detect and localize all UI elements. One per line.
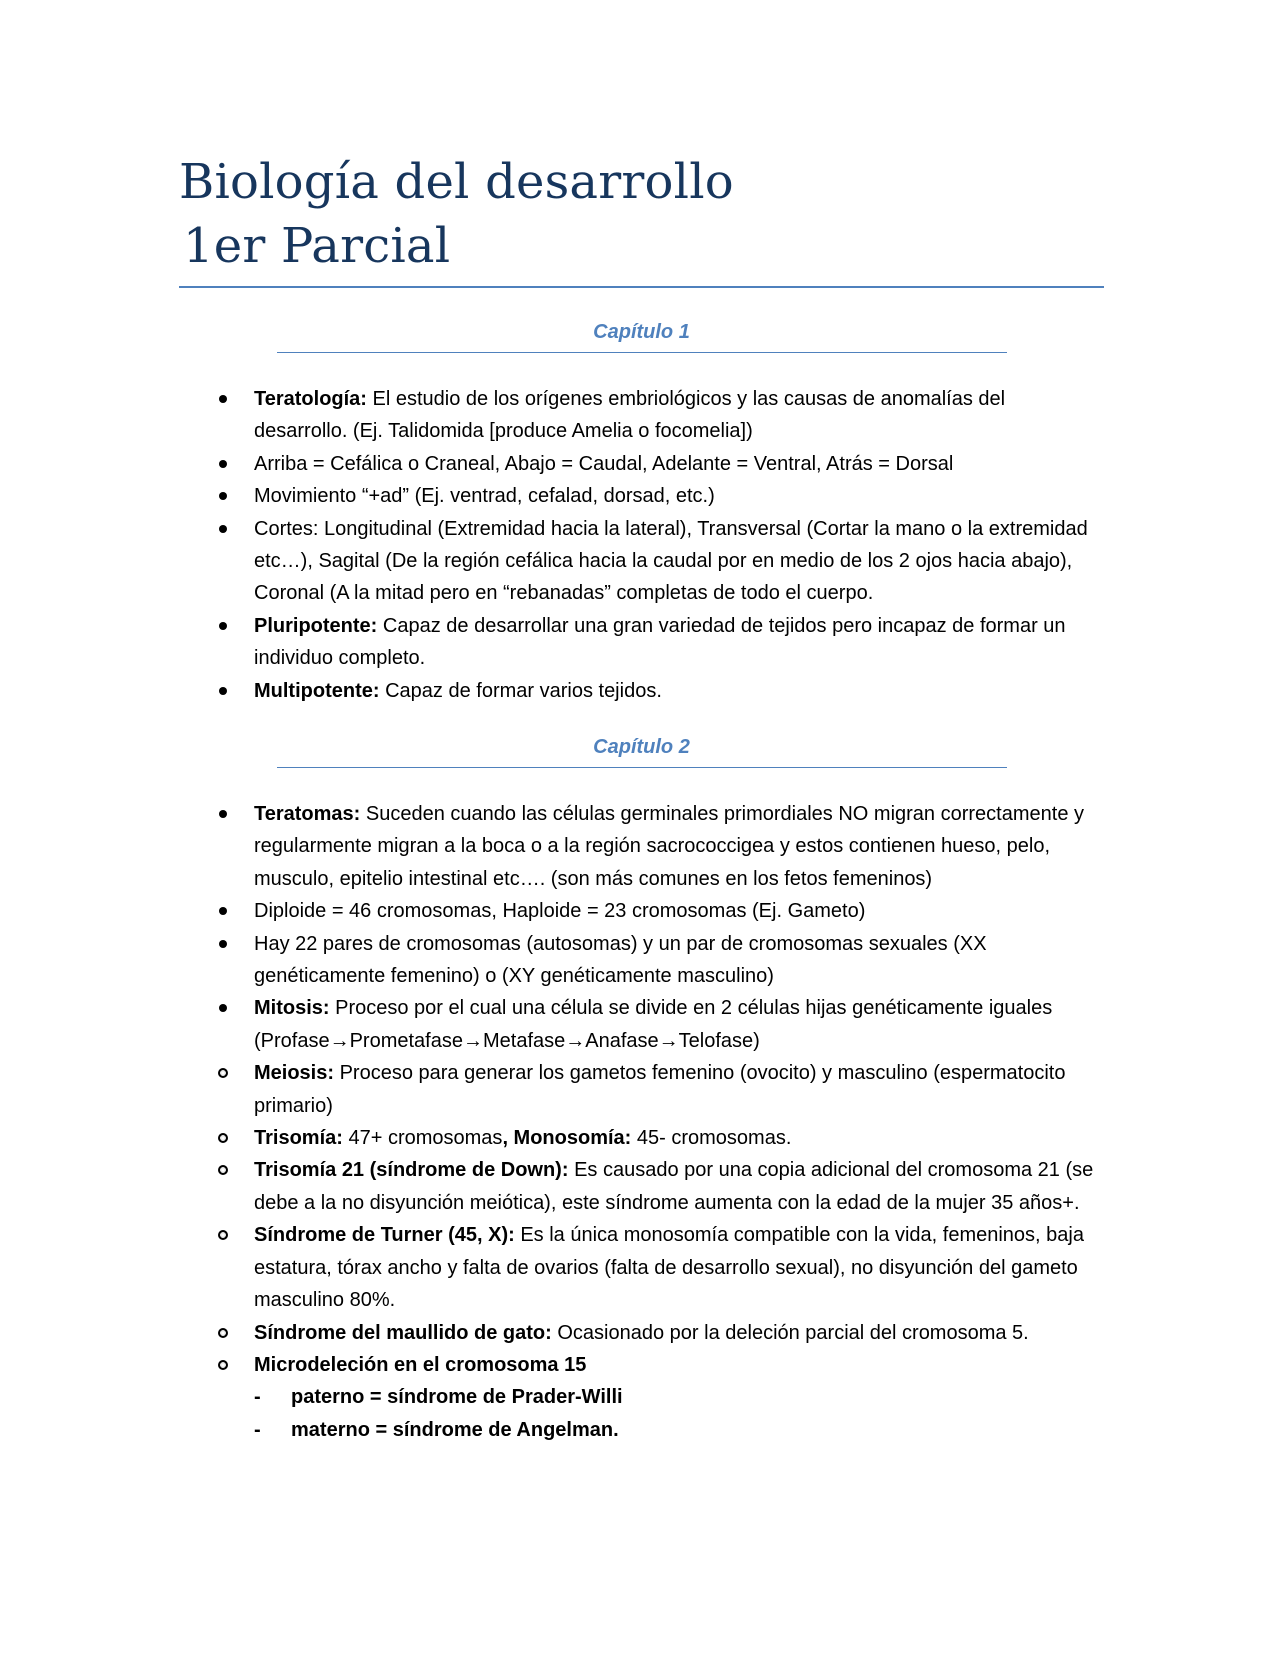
list-item [179,1317,1104,1349]
item-text: Capaz de formar varios tejidos. [379,679,662,702]
item-text: Hay 22 pares de cromosomas (autosomas) y un par de cromosomas sexuales (XX genéticamente femenino) o (XY genéticamente masculino) [254,932,987,988]
item-term: Teratología: [254,388,367,410]
list-item [179,1219,1104,1316]
list-item [179,992,1104,1057]
list-item [179,610,1104,675]
list-item [179,513,1104,610]
sub-list-item [254,1414,1104,1446]
chapter-1-list [179,383,1104,707]
document-title [179,150,1104,288]
chapter-2-list [179,798,1104,1446]
item-term: Meiosis: [254,1062,335,1085]
item-term: Mitosis: [254,997,330,1020]
title-line-2: 1er Parcial [183,218,451,274]
sub-item-text: paterno = síndrome de Prader-Willi [291,1386,623,1409]
item-term: Multipotente: [254,679,380,702]
chapter-1-heading: Capítulo 1 [277,318,1007,353]
list-item [179,798,1104,895]
item-text-2: 45- cromosomas. [631,1127,792,1150]
item-text: Suceden cuando las células germinales primordiales NO migran correctamente y regularmente migran a la boca o a la región sacrococcigea y estos contienen hueso, pelo, musculo, epitelio intestinal etc…. (son más comunes en los fetos femeninos) [254,803,1084,890]
chapter-2-heading: Capítulo 2 [277,733,1007,768]
dash-marker: - [254,1386,261,1409]
list-item [179,383,1104,448]
item-text: Proceso por el cual una célula se divide en 2 células hijas genéticamente iguales (Profase→Prometafase→Metafase→Anafase→Telofase) [254,997,1053,1052]
sub-list-item [254,1381,1104,1413]
list-item [179,675,1104,707]
dash-marker: - [254,1418,261,1441]
list-item [179,1154,1104,1219]
item-text: Proceso para generar los gametos femenino (ovocito) y masculino (espermatocito primario) [254,1062,1066,1117]
item-text: Arriba = Cefálica o Craneal, Abajo = Caudal, Adelante = Ventral, Atrás = Dorsal [254,452,954,475]
item-text: Cortes: Longitudinal (Extremidad hacia la lateral), Transversal (Cortar la mano o la extremidad etc…), Sagital (De la región cefálica hacia la caudal por en medio de los 2 ojos hacia abajo), Coronal (A la mitad pero en “rebanadas” completas de todo el cuerpo. [254,517,1088,605]
list-item [179,1349,1104,1446]
chapter-2-section [179,733,1104,1446]
item-text: Capaz de desarrollar una gran variedad de tejidos pero incapaz de formar un individuo completo. [254,614,1066,670]
item-term: Microdeleción en el cromosoma 15 [254,1353,587,1376]
item-term: Trisomía: [254,1127,343,1150]
item-term-2: , Monosomía: [502,1127,632,1150]
list-item [179,1057,1104,1122]
item-text: Es causado por una copia adicional del cromosoma 21 (se debe a la no disyunción meiótica), este síndrome aumenta con la edad de la mujer 35 años+. [254,1159,1094,1214]
item-text: Movimiento “+ad” (Ej. ventrad, cefalad, dorsad, etc.) [254,485,715,508]
list-item [179,1122,1104,1154]
list-item [179,895,1104,927]
item-text: Diploide = 46 cromosomas, Haploide = 23 cromosomas (Ej. Gameto) [254,900,866,923]
chapter-1-section [179,318,1104,707]
title-line-1: Biología del desarrollo [179,154,734,210]
list-item [179,448,1104,480]
item-term: Teratomas: [254,803,361,825]
list-item [179,480,1104,512]
item-term: Trisomía 21 (síndrome de Down): [254,1159,569,1182]
item-text: 47+ cromosomas [342,1127,503,1150]
item-text: El estudio de los orígenes embriológicos y las causas de anomalías del desarrollo. (Ej. Talidomida [produce Amelia o focomelia]) [254,388,1006,443]
sub-list [254,1381,1104,1446]
list-item [179,928,1104,993]
item-text: Es la única monosomía compatible con la vida, femeninos, baja estatura, tórax ancho y falta de ovarios (falta de desarrollo sexual), no disyunción del gameto masculino 80%. [254,1224,1084,1312]
item-term: Síndrome del maullido de gato: [254,1321,552,1344]
item-term: Síndrome de Turner (45, X): [254,1224,515,1247]
item-term: Pluripotente: [254,614,378,637]
sub-item-text: materno = síndrome de Angelman. [291,1418,619,1441]
item-text: Ocasionado por la deleción parcial del cromosoma 5. [551,1321,1029,1344]
